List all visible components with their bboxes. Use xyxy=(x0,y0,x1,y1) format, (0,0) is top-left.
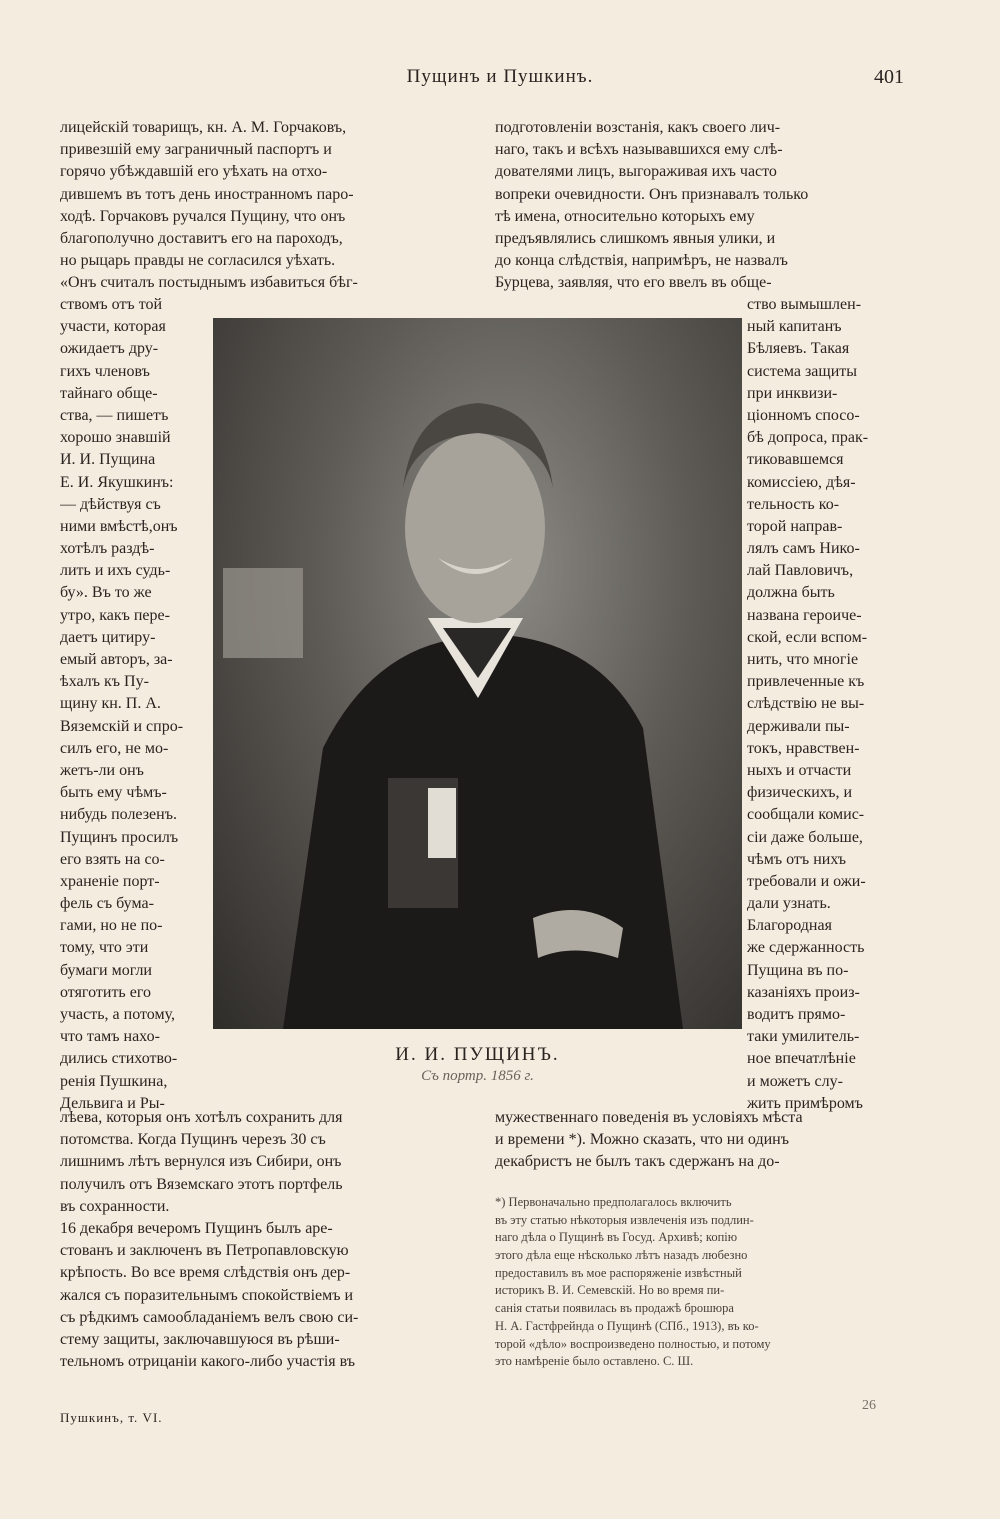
text-line: таки умилитель- xyxy=(747,1028,860,1046)
right-column-text xyxy=(747,294,921,1115)
text-line: система защиты xyxy=(747,362,858,380)
text-line: дившемъ въ тотъ день иностранномъ паро- xyxy=(60,185,354,203)
text-line: требовали и ожи- xyxy=(747,872,866,890)
text-line: лицейскій товарищъ, кн. А. М. Горчаковъ, xyxy=(60,119,347,136)
text-line: Дельвига и Ры- xyxy=(60,1094,165,1112)
text-line: Пущина въ по- xyxy=(747,961,849,979)
text-line: же сдержанность xyxy=(747,939,865,957)
text-line: торой направ- xyxy=(747,517,843,535)
text-line: жался съ поразительнымъ спокойствіемъ и xyxy=(60,1286,354,1304)
text-line: токъ, нравствен- xyxy=(747,739,860,757)
page-number: 401 xyxy=(874,66,904,88)
text-line: хорошо знавшій xyxy=(60,429,171,447)
text-line: водитъ прямо- xyxy=(747,1006,846,1023)
text-line: 16 декабря вечеромъ Пущинъ былъ аре- xyxy=(60,1219,333,1237)
text-line: ними вмѣстѣ,онъ xyxy=(60,517,178,535)
text-line: потомства. Когда Пущинъ черезъ 30 съ xyxy=(60,1131,326,1149)
text-line: Вяземскій и спро- xyxy=(60,717,184,735)
text-line: наго, такъ и всѣхъ называвшихся ему слѣ- xyxy=(495,141,783,159)
text-line: ныхъ и отчасти xyxy=(747,761,852,779)
text-line: должна быть xyxy=(747,584,835,602)
text-line: жетъ-ли онъ xyxy=(60,761,144,779)
figure-caption-source: Съ портр. 1856 г. xyxy=(421,1068,534,1084)
text-line: утро, какъ пере- xyxy=(60,606,170,624)
right-bottom-text xyxy=(495,1107,921,1174)
text-line: физическихъ, и xyxy=(747,784,853,802)
text-line: наго дѣла о Пущинѣ въ Госуд. Архивѣ; копію xyxy=(495,1230,738,1245)
text-line: съ рѣдкимъ самообладаніемъ велъ свою си- xyxy=(60,1308,359,1326)
text-line: ствомъ отъ той xyxy=(60,296,163,313)
text-line: — дѣйствуя съ xyxy=(60,495,161,513)
text-line: названа герoиче- xyxy=(747,606,862,624)
text-line: тайнаго обще- xyxy=(60,384,158,402)
text-line: привезшій ему заграничный паспортъ и xyxy=(60,141,332,159)
text-line: тельность ко- xyxy=(747,495,840,513)
text-line: слѣдствію не вы- xyxy=(747,695,865,713)
text-line: фель съ бума- xyxy=(60,895,154,913)
text-line: «Онъ считалъ постыднымъ избавиться бѣг- xyxy=(60,274,358,292)
text-line: дились стихотво- xyxy=(60,1050,178,1068)
text-line: дали узнать. xyxy=(747,895,831,913)
text-line: быть ему чѣмъ- xyxy=(60,784,167,802)
footnote xyxy=(495,1194,921,1371)
text-line: нить, что многіе xyxy=(747,651,859,668)
text-line: торой «дѣло» воспроизведено полностью, и потому xyxy=(495,1336,771,1351)
sheet-number: 26 xyxy=(862,1398,876,1413)
figure-caption-name: И. И. ПУЩИНЪ. xyxy=(395,1044,560,1065)
text-line: участь, а потому, xyxy=(60,1006,175,1023)
text-line: это намѣреніе было оставлено. С. Ш. xyxy=(495,1354,694,1369)
text-line: *) Первоначально предполагалось включить xyxy=(495,1195,732,1209)
text-line: ціонномъ спосо- xyxy=(747,406,860,424)
text-line: декабристъ не былъ такъ сдержанъ на до- xyxy=(495,1153,780,1171)
text-line: даетъ цитиру- xyxy=(60,628,156,646)
text-line: щину кн. П. А. xyxy=(60,695,161,713)
text-line: крѣпость. Во все время слѣдствія онъ дер- xyxy=(60,1264,351,1282)
text-line: тиковавшемся xyxy=(747,451,844,469)
text-line: ное впечатлѣніе xyxy=(747,1050,856,1068)
text-line: въ сохранности. xyxy=(60,1197,170,1215)
text-line: ской, если вспом- xyxy=(747,628,868,646)
left-column-text xyxy=(60,294,205,1115)
text-line: ный капитанъ xyxy=(747,318,842,336)
text-line: этого дѣла еще нѣсколько лѣтъ назадъ любезно xyxy=(495,1248,748,1263)
text-line: мужественнаго поведенія въ условіяхъ мѣста xyxy=(495,1109,803,1126)
text-line: ходѣ. Горчаковъ ручался Пущину, что онъ xyxy=(60,207,346,225)
text-line: Пущинъ просилъ xyxy=(60,828,179,846)
text-line: участи, которая xyxy=(60,318,166,336)
footer-signature: Пушкинъ, т. VI. xyxy=(60,1410,163,1425)
text-line: тому, что эти xyxy=(60,939,149,957)
text-line: подготовленіи возстанія, какъ своего лич- xyxy=(495,119,781,136)
text-line: гами, но не по- xyxy=(60,917,163,935)
text-line: ѣхалъ къ Пу- xyxy=(60,673,149,691)
text-line: получилъ отъ Вяземскаго этотъ портфель xyxy=(60,1175,343,1193)
text-line: предоставилъ въ мое распоряженіе извѣстный xyxy=(495,1265,742,1280)
text-line: сіи даже больше, xyxy=(747,828,863,846)
text-line: отяготить его xyxy=(60,983,151,1001)
text-line: что тамъ нахо- xyxy=(60,1028,160,1046)
text-line: держивали пы- xyxy=(747,717,850,735)
text-line: Н. А. Гастфрейнда о Пущинѣ (СПб., 1913), въ ко- xyxy=(495,1318,759,1333)
text-line: лѣева, которыя онъ хотѣлъ сохранить для xyxy=(60,1109,343,1126)
text-line: ство вымышлен- xyxy=(747,296,862,313)
text-line: комиссіею, дѣя- xyxy=(747,473,856,491)
text-line: историкъ В. И. Семевскій. Но во время пи- xyxy=(495,1283,725,1298)
text-line: Благородная xyxy=(747,917,832,935)
text-line: казаніяхъ произ- xyxy=(747,983,860,1001)
text-line: гихъ членовъ xyxy=(60,362,150,380)
text-line: и времени *). Можно сказать, что ни одинъ xyxy=(495,1131,790,1149)
text-line: его взять на со- xyxy=(60,850,165,868)
text-line: горячо убѣждавшій его уѣхать на отхо- xyxy=(60,163,328,181)
text-line: Е. И. Якушкинъ: xyxy=(60,473,174,491)
text-line: Бѣляевъ. Такая xyxy=(747,340,850,358)
text-line: хотѣлъ раздѣ- xyxy=(60,540,155,558)
text-line: бумаги могли xyxy=(60,961,152,979)
text-line: тельномъ отрицаніи какого-либо участія въ xyxy=(60,1353,356,1371)
text-line: вопреки очевидности. Онъ признавалъ только xyxy=(495,185,809,203)
text-line: чѣмъ отъ нихъ xyxy=(747,850,846,868)
text-line: предъявлялись слишкомъ явныя улики, и xyxy=(495,229,776,247)
text-line: бѣ допроса, прак- xyxy=(747,429,869,447)
text-line: дователями лицъ, выгораживая ихъ часто xyxy=(495,163,777,181)
text-line: лишнимъ лѣтъ вернулся изъ Сибири, онъ xyxy=(60,1153,342,1171)
text-line: храненіе порт- xyxy=(60,872,160,890)
text-line: стованъ и заключенъ въ Петропавловскую xyxy=(60,1242,349,1260)
text-line: лай Павловичъ, xyxy=(747,562,854,580)
text-line: лялъ самъ Нико- xyxy=(747,540,860,558)
text-line: привлеченные къ xyxy=(747,673,865,691)
text-line: ожидаетъ дру- xyxy=(60,340,159,358)
left-bottom-text xyxy=(60,1107,460,1373)
text-line: силъ его, не мо- xyxy=(60,739,169,757)
text-line: сообщали комис- xyxy=(747,806,865,824)
text-line: до конца слѣдствія, напримѣръ, не назвалъ xyxy=(495,252,788,270)
left-top-text xyxy=(60,117,460,295)
text-line: тѣ имена, относительно которыхъ ему xyxy=(495,207,755,225)
text-line: но рыцарь правды не согласился уѣхать. xyxy=(60,252,336,270)
text-line: емый авторъ, за- xyxy=(60,651,173,668)
text-line: санія статьи появилась въ продажѣ брошюра xyxy=(495,1301,734,1316)
text-line: бу». Въ то же xyxy=(60,584,152,602)
text-line: Бурцева, заявляя, что его ввелъ въ обще- xyxy=(495,274,772,292)
right-top-text xyxy=(495,117,921,295)
text-line: при инквизи- xyxy=(747,384,838,402)
running-head: Пущинъ и Пушкинъ. xyxy=(406,66,594,87)
text-line: благополучно доставитъ его на пароходъ, xyxy=(60,229,343,247)
text-line: ренія Пушкина, xyxy=(60,1072,168,1090)
text-line: и можетъ слу- xyxy=(747,1072,843,1090)
text-line: ства, — пишетъ xyxy=(60,406,169,424)
portrait-photo xyxy=(213,318,742,1029)
text-line: И. И. Пущина xyxy=(60,451,156,469)
text-line: въ эту статью нѣкоторыя извлеченія изъ подлин- xyxy=(495,1212,754,1227)
text-line: нибудь полезенъ. xyxy=(60,806,177,824)
text-line: лить и ихъ судь- xyxy=(60,562,171,580)
text-line: стему защиты, заключавшуюся въ рѣши- xyxy=(60,1330,340,1348)
text-line: жить примѣромъ xyxy=(747,1094,863,1112)
